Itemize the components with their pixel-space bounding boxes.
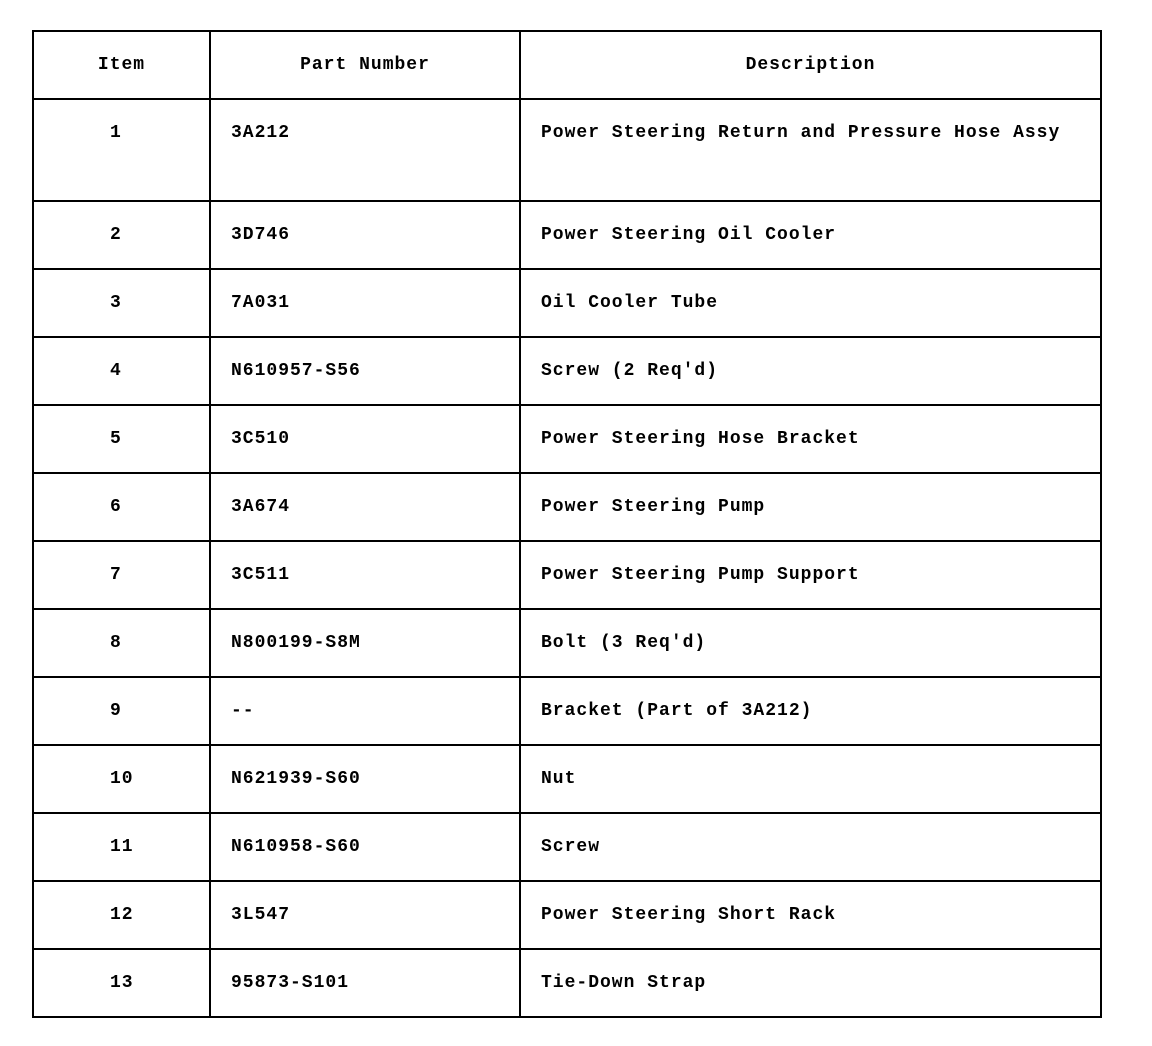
part-number-cell: N610957-S56 [210,337,520,405]
table-row [33,609,1101,677]
header-part-number: Part Number [210,31,520,99]
description-cell: Tie-Down Strap [520,949,1101,1017]
parts-table [32,30,1102,1018]
description-cell: Screw [520,813,1101,881]
item-cell: 13 [33,949,210,1017]
item-cell: 8 [33,609,210,677]
table-row [33,813,1101,881]
table-row [33,473,1101,541]
part-number-cell: 3A674 [210,473,520,541]
table-row [33,337,1101,405]
description-cell: Power Steering Oil Cooler [520,201,1101,269]
description-cell: Nut [520,745,1101,813]
part-number-cell: 3L547 [210,881,520,949]
part-number-cell: N610958-S60 [210,813,520,881]
item-cell: 3 [33,269,210,337]
table-row [33,677,1101,745]
table-row [33,881,1101,949]
part-number-cell: N621939-S60 [210,745,520,813]
part-number-cell: 3C510 [210,405,520,473]
part-number-cell: N800199-S8M [210,609,520,677]
part-number-cell: 3A212 [210,99,520,201]
table-row [33,541,1101,609]
item-cell: 7 [33,541,210,609]
table-row [33,949,1101,1017]
description-cell: Screw (2 Req'd) [520,337,1101,405]
table-row [33,745,1101,813]
description-cell: Power Steering Hose Bracket [520,405,1101,473]
item-cell: 10 [33,745,210,813]
item-cell: 12 [33,881,210,949]
item-cell: 4 [33,337,210,405]
header-description: Description [520,31,1101,99]
item-cell: 2 [33,201,210,269]
part-number-cell: 7A031 [210,269,520,337]
header-item: Item [33,31,210,99]
description-cell: Bolt (3 Req'd) [520,609,1101,677]
item-cell: 1 [33,99,210,201]
item-cell: 9 [33,677,210,745]
description-cell: Power Steering Return and Pressure Hose Assy [520,99,1101,201]
item-cell: 11 [33,813,210,881]
table-row [33,201,1101,269]
description-cell: Power Steering Pump [520,473,1101,541]
table-header-row [33,31,1101,99]
description-cell: Oil Cooler Tube [520,269,1101,337]
table-row [33,405,1101,473]
part-number-cell: -- [210,677,520,745]
table-row [33,99,1101,201]
description-cell: Power Steering Pump Support [520,541,1101,609]
item-cell: 5 [33,405,210,473]
description-cell: Bracket (Part of 3A212) [520,677,1101,745]
description-cell: Power Steering Short Rack [520,881,1101,949]
table-row [33,269,1101,337]
item-cell: 6 [33,473,210,541]
part-number-cell: 3C511 [210,541,520,609]
part-number-cell: 3D746 [210,201,520,269]
part-number-cell: 95873-S101 [210,949,520,1017]
